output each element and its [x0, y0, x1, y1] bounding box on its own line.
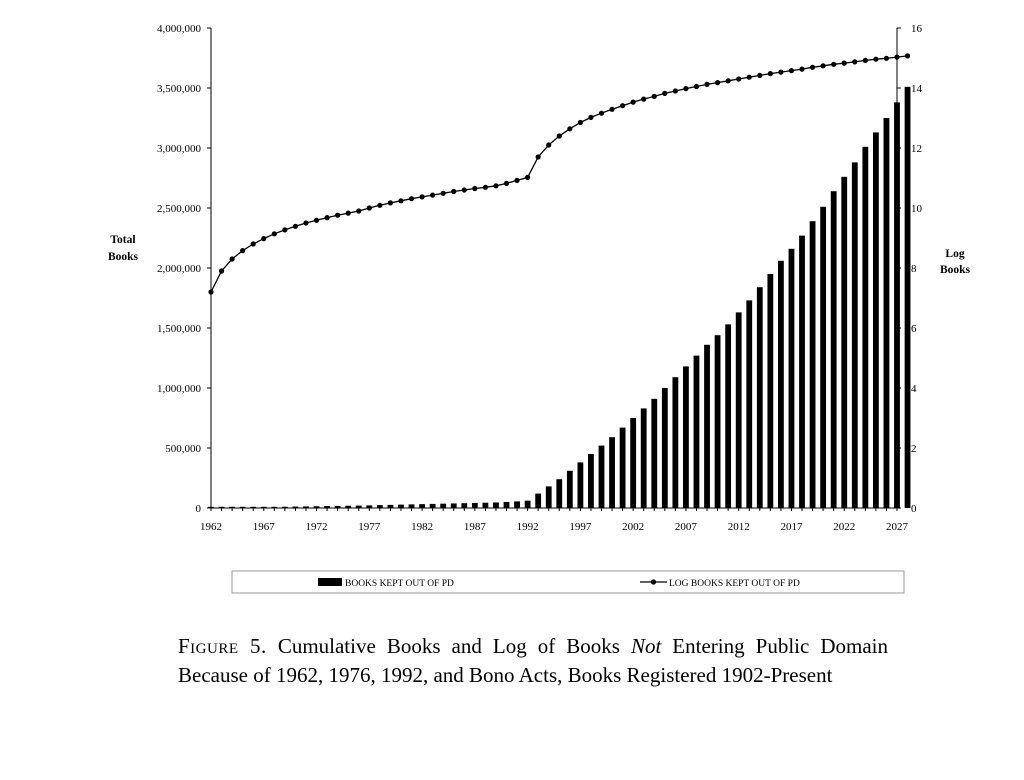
bar	[884, 118, 890, 508]
y-left-tick-label: 2,500,000	[157, 203, 201, 215]
bar	[767, 274, 773, 508]
line-point	[884, 56, 889, 61]
bar	[430, 504, 436, 508]
line-point	[356, 208, 361, 213]
legend-label-line: LOG BOOKS KEPT OUT OF PD	[669, 579, 800, 589]
x-tick-label: 2027	[886, 521, 908, 533]
y-left-tick-label: 3,500,000	[157, 83, 201, 95]
bar	[409, 504, 415, 508]
y-right-axis-title: Books	[939, 264, 971, 276]
x-tick-label: 1962	[200, 521, 222, 533]
bar	[514, 501, 520, 508]
line-point	[768, 71, 773, 76]
bar	[324, 506, 330, 508]
line-point	[219, 268, 224, 273]
bar	[356, 506, 362, 508]
bar	[398, 505, 404, 508]
bar	[419, 504, 425, 508]
bar	[736, 312, 742, 508]
x-tick-label: 1992	[516, 521, 539, 533]
bar	[852, 162, 858, 508]
line-point	[546, 142, 551, 147]
bar	[219, 507, 225, 508]
legend-bar-swatch	[318, 578, 342, 586]
bar	[831, 191, 837, 508]
bar	[293, 507, 299, 508]
y-right-tick-label: 4	[911, 383, 917, 395]
bar	[641, 408, 647, 508]
y-left-tick-label: 0	[195, 503, 201, 515]
caption-prefix: Figure 5.	[178, 634, 267, 658]
bar	[366, 505, 372, 508]
line-point	[525, 175, 530, 180]
line-point	[831, 62, 836, 67]
y-right-tick-label: 6	[911, 323, 917, 335]
line-point	[230, 256, 235, 261]
x-tick-label: 1977	[358, 521, 381, 533]
bar	[683, 366, 689, 508]
line-point	[557, 133, 562, 138]
bar	[271, 507, 277, 508]
x-tick-label: 1997	[569, 521, 592, 533]
line-point	[324, 215, 329, 220]
line-point	[852, 59, 857, 64]
line-point	[620, 103, 625, 108]
bar	[451, 503, 457, 508]
line-point	[261, 236, 266, 241]
bar	[535, 494, 541, 508]
bar	[757, 287, 763, 508]
bar	[493, 502, 499, 508]
line-point	[673, 88, 678, 93]
bar	[388, 505, 394, 508]
line-point	[578, 120, 583, 125]
line-point	[736, 76, 741, 81]
bar	[504, 502, 510, 508]
bar	[208, 507, 214, 508]
y-right-tick-label: 2	[911, 443, 917, 455]
bar	[229, 507, 235, 508]
x-tick-label: 2017	[780, 521, 803, 533]
bar	[694, 356, 700, 508]
bar	[314, 506, 320, 508]
y-right-axis-title: Log	[945, 248, 965, 260]
line-point	[208, 289, 213, 294]
bar	[662, 388, 668, 508]
line-point	[789, 68, 794, 73]
bar	[715, 335, 721, 508]
line-point	[493, 183, 498, 188]
bar	[588, 454, 594, 508]
bar	[482, 503, 488, 508]
line-point	[303, 220, 308, 225]
y-right-tick-label: 10	[911, 203, 922, 215]
caption-text-before: Cumulative Books and Log of Books	[277, 634, 631, 658]
bar	[546, 486, 552, 508]
line-point	[388, 200, 393, 205]
bar	[746, 300, 752, 508]
legend-line-marker	[651, 579, 656, 584]
x-tick-label: 1972	[305, 521, 328, 533]
line-point	[810, 65, 815, 70]
line-point	[409, 196, 414, 201]
x-tick-label: 2012	[727, 521, 750, 533]
bar	[556, 479, 562, 508]
line-point	[894, 55, 899, 60]
line-point	[641, 97, 646, 102]
line-point	[377, 203, 382, 208]
bar	[345, 506, 351, 508]
figure-caption	[178, 632, 888, 690]
x-tick-label: 1982	[411, 521, 434, 533]
bar	[778, 261, 784, 508]
line-point	[609, 107, 614, 112]
bar	[894, 102, 900, 508]
line-point	[863, 58, 868, 63]
bar	[377, 505, 383, 508]
line-point	[335, 213, 340, 218]
line-point	[588, 115, 593, 120]
y-right-tick-label: 8	[911, 263, 917, 275]
line-point	[662, 91, 667, 96]
x-tick-label: 1987	[463, 521, 486, 533]
bar	[261, 507, 267, 508]
line-point	[842, 61, 847, 66]
bar	[609, 437, 615, 508]
line-point	[905, 53, 910, 58]
line-point	[282, 227, 287, 232]
line-point	[314, 218, 319, 223]
bar	[567, 471, 573, 508]
line-point	[694, 84, 699, 89]
bar	[577, 462, 583, 508]
x-tick-label: 2022	[833, 521, 856, 533]
line-point	[873, 57, 878, 62]
line-point	[240, 248, 245, 253]
line-point	[599, 111, 604, 116]
line-point	[272, 231, 277, 236]
x-tick-label: 2002	[622, 521, 645, 533]
line-point	[778, 70, 783, 75]
line-point	[483, 185, 488, 190]
line-point	[398, 198, 403, 203]
bar	[725, 324, 731, 508]
line-point	[441, 191, 446, 196]
line-point	[715, 80, 720, 85]
bar	[282, 507, 288, 508]
bar	[620, 428, 626, 508]
x-tick-label: 2007	[674, 521, 697, 533]
bar	[651, 399, 657, 508]
bar	[820, 207, 826, 508]
bar	[789, 249, 795, 508]
line-point	[419, 194, 424, 199]
bar	[525, 501, 531, 508]
line-point	[747, 75, 752, 80]
bar	[672, 377, 678, 508]
line-point	[567, 126, 572, 131]
line-point	[757, 73, 762, 78]
line-point	[251, 241, 256, 246]
bar	[841, 177, 847, 508]
bar	[810, 221, 816, 508]
y-left-tick-label: 1,000,000	[157, 383, 201, 395]
y-right-tick-label: 12	[911, 143, 922, 155]
line-point	[293, 224, 298, 229]
bar	[472, 503, 478, 508]
line-point	[451, 189, 456, 194]
y-left-tick-label: 4,000,000	[157, 23, 201, 35]
legend-label-bars: BOOKS KEPT OUT OF PD	[345, 579, 454, 589]
y-left-axis-title: Total	[110, 234, 136, 246]
bar	[240, 507, 246, 508]
bar	[335, 506, 341, 508]
bar	[799, 236, 805, 508]
y-left-tick-label: 500,000	[165, 443, 201, 455]
bar	[599, 446, 605, 508]
y-right-tick-label: 14	[911, 83, 922, 95]
bar	[440, 504, 446, 508]
line-point	[472, 186, 477, 191]
y-left-tick-label: 3,000,000	[157, 143, 201, 155]
line-point	[683, 86, 688, 91]
line-point	[346, 211, 351, 216]
line-point	[652, 94, 657, 99]
y-left-tick-label: 1,500,000	[157, 323, 201, 335]
y-right-tick-label: 0	[911, 503, 917, 515]
line-point	[821, 63, 826, 68]
y-left-axis-title: Books	[107, 251, 139, 263]
line-point	[631, 100, 636, 105]
line-point	[462, 187, 467, 192]
bar	[873, 132, 879, 508]
line-point	[430, 193, 435, 198]
line-point	[726, 78, 731, 83]
line-point	[504, 181, 509, 186]
line-point	[536, 154, 541, 159]
bar	[630, 418, 636, 508]
line-point	[704, 82, 709, 87]
line-point	[799, 67, 804, 72]
x-tick-label: 1967	[252, 521, 275, 533]
y-right-tick-label: 16	[911, 23, 922, 35]
bar	[905, 87, 911, 508]
bar	[303, 506, 309, 508]
caption-emphasis: Not	[630, 634, 662, 658]
bar	[704, 345, 710, 508]
line-point	[367, 205, 372, 210]
bar	[461, 503, 467, 508]
caption-text-after: Entering Public Domain Because of 1962, 1976, 1992, and Bono Acts, Books Registered 1902-Present	[178, 634, 888, 687]
bar	[250, 507, 256, 508]
y-left-tick-label: 2,000,000	[157, 263, 201, 275]
bar	[862, 147, 868, 508]
line-point	[514, 178, 519, 183]
